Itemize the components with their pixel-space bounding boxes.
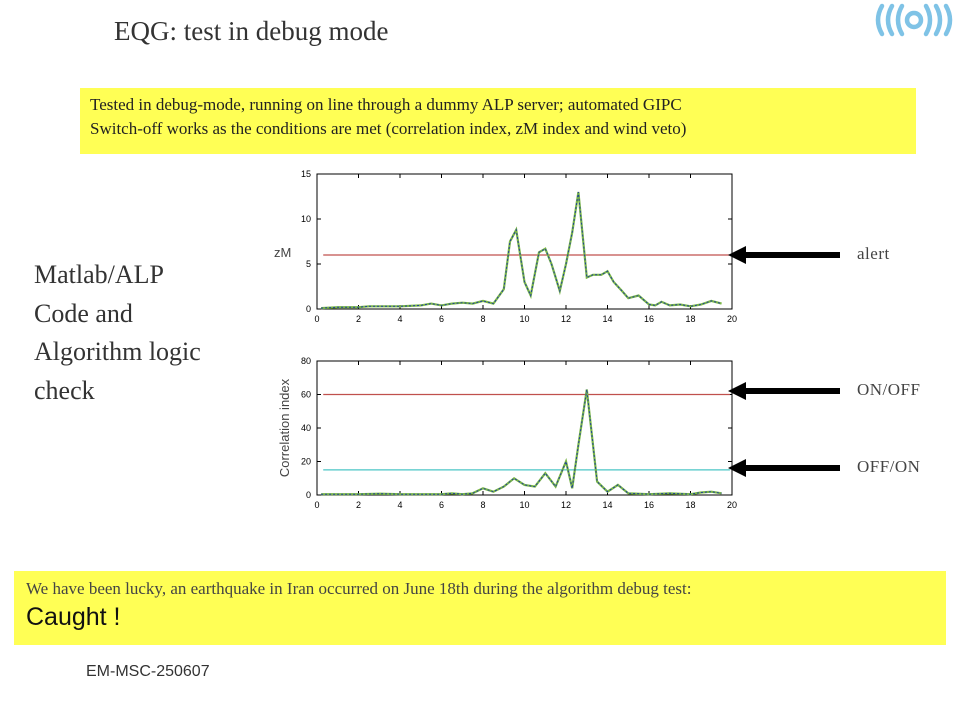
bottom-note-line1: We have been lucky, an earthquake in Iran occurred on June 18th during the algorithm debug test: — [26, 579, 692, 598]
off-on-label: OFF/ON — [857, 457, 921, 476]
x-tick-label: 18 — [685, 500, 696, 510]
footer-code: EM-MSC-250607 — [86, 663, 210, 680]
x-tick-label: 20 — [726, 314, 738, 324]
x-tick-label: 14 — [602, 500, 613, 510]
alert-label: alert — [857, 244, 890, 263]
page-title: EQG: test in debug mode — [114, 16, 389, 46]
y-tick-label: 0 — [305, 304, 311, 314]
y-tick-label: 15 — [300, 169, 311, 179]
x-tick-label: 12 — [560, 314, 572, 324]
x-tick-label: 14 — [602, 314, 613, 324]
y-axis-label: Correlation index — [277, 378, 292, 478]
x-tick-label: 2 — [355, 500, 362, 510]
x-tick-label: 4 — [397, 314, 403, 324]
x-tick-label: 12 — [560, 500, 572, 510]
alert-arrow-icon — [728, 244, 840, 266]
y-tick-label: 0 — [305, 490, 311, 500]
top-note-line1: Tested in debug-mode, running on line through a dummy ALP server; automated GIPC — [90, 95, 682, 114]
x-tick-label: 18 — [685, 314, 696, 324]
y-tick-label: 80 — [300, 356, 311, 366]
top-note-line2: Switch-off works as the conditions are met (correlation index, zM index and wind veto) — [90, 119, 687, 138]
plot-frame — [317, 174, 732, 309]
y-tick-label: 60 — [300, 389, 311, 400]
on-off-label: ON/OFF — [857, 380, 921, 399]
x-tick-label: 2 — [355, 314, 362, 324]
plot-frame — [317, 361, 732, 495]
bottom-note-caught: Caught ! — [26, 603, 121, 631]
x-tick-label: 0 — [314, 500, 320, 510]
y-tick-label: 40 — [300, 423, 311, 433]
y-axis-label: zM — [274, 245, 292, 260]
x-tick-label: 6 — [438, 500, 445, 510]
x-tick-label: 4 — [397, 500, 403, 510]
correlation-chart — [272, 355, 742, 517]
off-on-arrow-icon — [728, 457, 840, 479]
y-tick-label: 5 — [305, 259, 311, 269]
on-off-arrow-icon — [728, 380, 840, 402]
x-tick-label: 0 — [314, 314, 320, 324]
wave-logo-icon — [868, 0, 960, 40]
zm-chart — [272, 166, 742, 331]
x-tick-label: 20 — [726, 500, 738, 510]
y-tick-label: 10 — [300, 214, 311, 224]
bottom-note-box — [14, 571, 946, 645]
side-text — [34, 256, 201, 410]
x-tick-label: 8 — [480, 500, 486, 510]
x-tick-label: 6 — [438, 314, 445, 324]
side-text-line: check — [34, 375, 95, 405]
top-note-box — [80, 88, 916, 154]
x-tick-label: 16 — [643, 314, 655, 324]
side-text-line: Matlab/ALP — [34, 260, 164, 289]
side-text-line: Code and — [34, 298, 133, 328]
x-tick-label: 8 — [480, 314, 486, 324]
side-text-line: Algorithm logic — [34, 337, 201, 366]
x-tick-label: 16 — [643, 500, 655, 510]
x-tick-label: 10 — [519, 500, 530, 510]
y-tick-label: 20 — [300, 456, 311, 467]
x-tick-label: 10 — [519, 314, 530, 324]
